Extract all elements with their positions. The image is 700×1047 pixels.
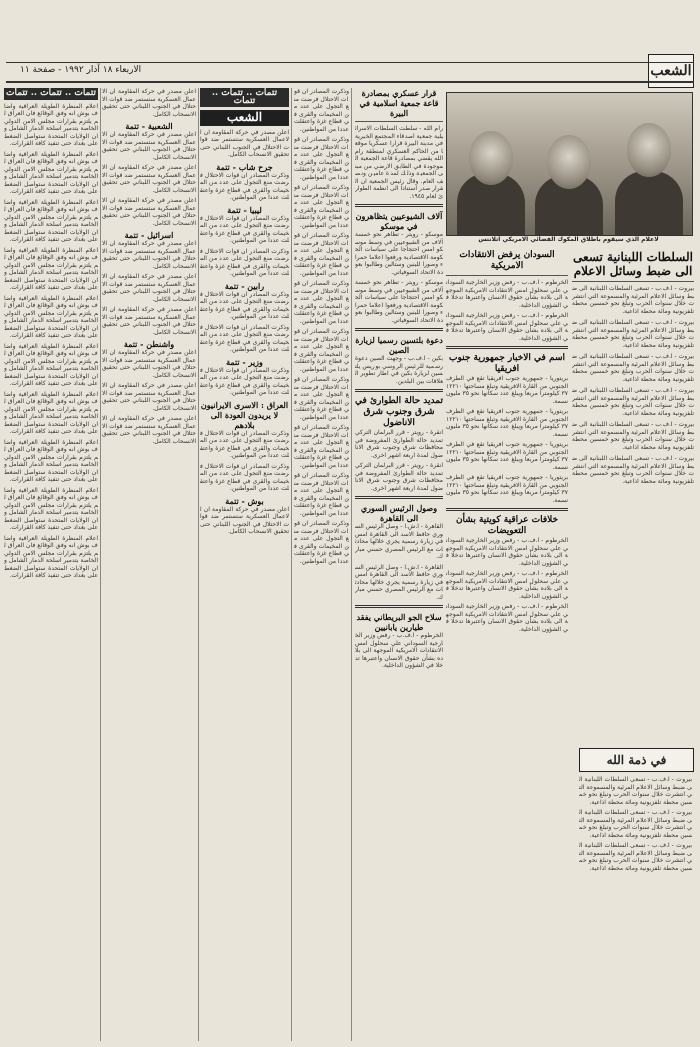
article-left-body-more: اعلام المنظرة الطويلة العراقية واضاف بوش انه وفق الوقائع فان العراق لم يلتزم بقرارات مجلس الامن الدولي الخاصة بتدمير اسلحة الدمار الشامل وان الولايات المتحدة ستواصل الضغط على بغداد حتى تنفيذ كافة القرارات.: [4, 198, 98, 243]
article-minister-body: وذكرت المصادر ان قوات الاحتلال فرضت منع التجول على عدد من المخيمات والقرى في قطاع غزة واعتقلت عددا من المواطنين.: [200, 366, 289, 396]
headline-iraq-kuwait: خلافات عراقية كويتية بشأن التعويضات: [455, 515, 559, 536]
obituary-box-title: في ذمة الله: [579, 748, 694, 772]
column-continued-a: [294, 88, 349, 1041]
article-turkey-body-more: انقرة - رويتر - قرر البرلمان التركي تمديد حالة الطوارئ المفروضة في محافظات شرق وجنوب شرق الاناضول لمدة اربعة اشهر اخرى.: [355, 462, 443, 492]
headline-libya-continued: ليبيا - تتمة: [227, 204, 262, 215]
article-lebanon-body: بيروت - ا.ف.ب - تسعى السلطات اللبنانية الى ضبط وسائل الاعلام المرئية والمسموعة التي انتشرت خلال سنوات الحرب وتبلغ نحو خمسين محطة تلفزيونية ومائة محطة اذاعية.: [572, 285, 694, 315]
article-lebanon-body-more: بيروت - ا.ف.ب - تسعى السلطات اللبنانية الى ضبط وسائل الاعلام المرئية والمسموعة التي انتشرت خلال سنوات الحرب وتبلغ نحو خمسين محطة تلفزيونية ومائة محطة اذاعية.: [572, 387, 694, 417]
article-israel-body-more: اعلن مصدر في حركة المقاومة ان الاعمال العسكرية ستستمر ضد قوات الاحتلال في الجنوب اللبناني حتى تحقيق الانسحاب الكامل.: [102, 306, 196, 336]
sha-ab-box: الشعب: [200, 110, 289, 126]
article-libya-body-more: وذكرت المصادر ان قوات الاحتلال فرضت منع التجول على عدد من المخيمات والقرى في قطاع غزة واعتقلت عددا من المواطنين.: [200, 247, 289, 277]
article-continued-b-body: اعلن مصدر في حركة المقاومة ان الاعمال العسكرية ستستمر ضد قوات الاحتلال في الجنوب اللبناني حتى تحقيق الانسحاب الكامل.: [200, 128, 289, 158]
divider: [355, 328, 443, 331]
article-left-body-more: اعلام المنظرة الطويلة العراقية واضاف بوش انه وفق الوقائع فان العراق لم يلتزم بقرارات مجلس الامن الدولي الخاصة بتدمير اسلحة الدمار الشامل وان الولايات المتحدة ستواصل الضغط على بغداد حتى تنفيذ كافة القرارات.: [4, 486, 98, 531]
headline-israel-continued: اسرائيل - تتمة: [124, 230, 174, 240]
article-washington-body-more: اعلن مصدر في حركة المقاومة ان الاعمال العسكرية ستستمر ضد قوات الاحتلال في الجنوب اللبناني حتى تحقيق الانسحاب الكامل.: [102, 415, 196, 445]
article-moscow-body-more: موسكو - رويتر - تظاهر نحو خمسة آلاف من الشيوعيين في وسط موسكو امس احتجاجا على سياسات الحكومة الاقتصادية ورفعوا اعلاما حمراء وصورا للينين وستالين وطالبوا بعودة الاتحاد السوفياتي.: [355, 279, 443, 324]
column-sudan: [446, 250, 568, 1041]
headline-lebanon-media: السلطات اللبنانية تسعى الى ضبط وسائل الاعلام: [573, 250, 693, 278]
article-lebanon-body-more: بيروت - ا.ف.ب - تسعى السلطات اللبنانية الى ضبط وسائل الاعلام المرئية والمسموعة التي انتشرت خلال سنوات الحرب وتبلغ نحو خمسين محطة تلفزيونية ومائة محطة اذاعية.: [572, 353, 694, 383]
article-continued-body: وذكرت المصادر ان قوات الاحتلال فرضت منع التجول على عدد من المخيمات والقرى في قطاع غزة واعتقلت عددا من المواطنين.: [294, 472, 349, 517]
headline-minister-continued: وزير - تتمة: [226, 356, 263, 367]
headline-turkey-emergency: تمديد حالة الطوارئ في شرق وجنوب شرق الاناضول: [355, 396, 443, 428]
date-line: الاربعاء ١٨ آذار ١٩٩٢ - صفحة ١١: [20, 65, 142, 75]
article-popular-body-more: اعلن مصدر في حركة المقاومة ان الاعمال العسكرية ستستمر ضد قوات الاحتلال في الجنوب اللبناني حتى تحقيق الانسحاب الكامل.: [102, 164, 196, 194]
astronauts-photo: [446, 92, 693, 236]
article-iraq-kuwait-body: الخرطوم - ا.ف.ب - رفض وزير الخارجية السوداني علي سحلول امس الانتقادات الامريكية الموجهة الى بلاده بشأن حقوق الانسان واعتبرها تدخلا في الشؤون الداخلية.: [446, 537, 568, 567]
article-left-body-more: اعلام المنظرة الطويلة العراقية واضاف بوش انه وفق الوقائع فان العراق لم يلتزم بقرارات مجلس الامن الدولي الخاصة بتدمير اسلحة الدمار الشامل وان الولايات المتحدة ستواصل الضغط على بغداد حتى تنفيذ كافة القرارات.: [4, 390, 98, 435]
article-lebanon-body-more: بيروت - ا.ف.ب - تسعى السلطات اللبنانية الى ضبط وسائل الاعلام المرئية والمسموعة التي انتشرت خلال سنوات الحرب وتبلغ نحو خمسين محطة تلفزيونية ومائة محطة اذاعية.: [572, 455, 694, 485]
headline-youth-injured: جرح شاب - تتمة: [216, 161, 273, 172]
photo-caption: لاعلام الذي سيقوم باطلاق المكوك الفضائي الامريكي اتلانتس: [478, 236, 659, 243]
article-popular-body: اعلن مصدر في حركة المقاومة ان الاعمال العسكرية ستستمر ضد قوات الاحتلال في الجنوب اللبناني حتى تحقيق الانسحاب الكامل.: [102, 131, 196, 161]
headline-yeltsin-china: دعوة بلتسين رسميا لزيارة الصين: [355, 335, 443, 355]
article-rabin-body-more: وذكرت المصادر ان قوات الاحتلال فرضت منع التجول على عدد من المخيمات والقرى في قطاع غزة واعتقلت عددا من المواطنين.: [200, 323, 289, 353]
article-washington-body: اعلن مصدر في حركة المقاومة ان الاعمال العسكرية ستستمر ضد قوات الاحتلال في الجنوب اللبناني حتى تحقيق الانسحاب الكامل.: [102, 349, 196, 379]
figure-face-right: [627, 123, 671, 177]
article-continued-body: وذكرت المصادر ان قوات الاحتلال فرضت منع التجول على عدد من المخيمات والقرى في قطاع غزة واعتقلت عددا من المواطنين.: [294, 376, 349, 421]
article-left-body-more: اعلام المنظرة الطويلة العراقية واضاف بوش انه وفق الوقائع فان العراق لم يلتزم بقرارات مجلس الامن الدولي الخاصة بتدمير اسلحة الدمار الشامل وان الولايات المتحدة ستواصل الضغط على بغداد حتى تنفيذ كافة القرارات.: [4, 438, 98, 483]
divider: [355, 121, 443, 122]
article-left-body-more: اعلام المنظرة الطويلة العراقية واضاف بوش انه وفق الوقائع فان العراق لم يلتزم بقرارات مجلس الامن الدولي الخاصة بتدمير اسلحة الدمار الشامل وان الولايات المتحدة ستواصل الضغط على بغداد حتى تنفيذ كافة القرارات.: [4, 246, 98, 291]
obituary-text: بيروت - ا.ف.ب - تسعى السلطات اللبنانية الى ضبط وسائل الاعلام المرئية والمسموعة التي انتشرت خلال سنوات الحرب وتبلغ نحو خمسين محطة تلفزيونية ومائة محطة اذاعية.: [579, 842, 692, 872]
divider: [446, 508, 568, 511]
headline-bush-continued: بوش - تتمة: [225, 495, 264, 506]
divider: [572, 281, 694, 282]
headline-raf-pilots: سلاح الجو البريطاني يفقد طيارين يابانيين: [356, 612, 442, 632]
article-south-africa-body-more: بريتوريا - جمهورية جنوب افريقيا تقع في الطرف الجنوبي من القارة الافريقية وتبلغ مساحتها ١٢٢١٠٣٧ كيلومترا مربعا ويبلغ عدد سكانها نحو ٣٥ مليون نسمة.: [446, 408, 568, 438]
article-continued-body: وذكرت المصادر ان قوات الاحتلال فرضت منع التجول على عدد من المخيمات والقرى في قطاع غزة واعتقلت عددا من المواطنين.: [294, 136, 349, 181]
article-israel-body-more: اعلن مصدر في حركة المقاومة ان الاعمال العسكرية ستستمر ضد قوات الاحتلال في الجنوب اللبناني حتى تحقيق الانسحاب الكامل.: [102, 273, 196, 303]
article-left-body-more: اعلام المنظرة الطويلة العراقية واضاف بوش انه وفق الوقائع فان العراق لم يلتزم بقرارات مجلس الامن الدولي الخاصة بتدمير اسلحة الدمار الشامل وان الولايات المتحدة ستواصل الضغط على بغداد حتى تنفيذ كافة القرارات.: [4, 342, 98, 387]
headline-washington-continued: واشنطن - تتمة: [123, 339, 175, 349]
divider: [446, 346, 568, 349]
article-popular-body-more: اعلن مصدر في حركة المقاومة ان الاعمال العسكرية ستستمر ضد قوات الاحتلال في الجنوب اللبناني حتى تحقيق الانسحاب الكامل.: [102, 197, 196, 227]
article-youth-body: وذكرت المصادر ان قوات الاحتلال فرضت منع التجول على عدد من المخيمات والقرى في قطاع غزة واعتقلت عددا من المواطنين.: [200, 171, 289, 201]
article-iraq-kuwait-body-more: الخرطوم - ا.ف.ب - رفض وزير الخارجية السوداني علي سحلول امس الانتقادات الامريكية الموجهة الى بلاده بشأن حقوق الانسان واعتبرها تدخلا في الشؤون الداخلية.: [446, 603, 568, 633]
article-lebanon-body-more: بيروت - ا.ف.ب - تسعى السلطات اللبنانية الى ضبط وسائل الاعلام المرئية والمسموعة التي انتشرت خلال سنوات الحرب وتبلغ نحو خمسين محطة تلفزيونية ومائة محطة اذاعية.: [572, 421, 694, 451]
column-separator: [351, 88, 352, 1041]
column-obituary: [579, 776, 692, 1041]
headline-sudan: السودان يرفض الانتقادات الامريكية: [459, 250, 555, 271]
divider: [355, 204, 443, 207]
article-south-africa-body-more: بريتوريا - جمهورية جنوب افريقيا تقع في الطرف الجنوبي من القارة الافريقية وتبلغ مساحتها ١٢٢١٠٣٧ كيلومترا مربعا ويبلغ عدد سكانها نحو ٣٥ مليون نسمة.: [446, 474, 568, 504]
article-continued-body: وذكرت المصادر ان قوات الاحتلال فرضت منع التجول على عدد من المخيمات والقرى في قطاع غزة واعتقلت عددا من المواطنين.: [294, 88, 349, 133]
figure-body-right: [615, 171, 683, 236]
article-iraq-prisoners-body: وذكرت المصادر ان قوات الاحتلال فرضت منع التجول على عدد من المخيمات والقرى في قطاع غزة واعتقلت عددا من المواطنين.: [200, 429, 289, 459]
column-continued-d: [102, 88, 196, 1041]
obituary-text: بيروت - ا.ف.ب - تسعى السلطات اللبنانية الى ضبط وسائل الاعلام المرئية والمسموعة التي انتشرت خلال سنوات الحرب وتبلغ نحو خمسين محطة تلفزيونية ومائة محطة اذاعية.: [579, 776, 692, 806]
article-continued-body: وذكرت المصادر ان قوات الاحتلال فرضت منع التجول على عدد من المخيمات والقرى في قطاع غزة واعتقلت عددا من المواطنين.: [294, 184, 349, 229]
headline-rabin-continued: رابين - تتمة: [224, 280, 265, 291]
article-sudan-body-more: الخرطوم - ا.ف.ب - رفض وزير الخارجية السوداني علي سحلول امس الانتقادات الامريكية الموجهة الى بلاده بشأن حقوق الانسان واعتبرها تدخلا في الشؤون الداخلية.: [446, 312, 568, 342]
headline-popular-continued: الشعبية - تتمة: [125, 121, 173, 131]
column-separator: [198, 88, 199, 1041]
article-turkey-body: انقرة - رويتر - قرر البرلمان التركي تمديد حالة الطوارئ المفروضة في محافظات شرق وجنوب شرق الاناضول لمدة اربعة اشهر اخرى.: [355, 429, 443, 459]
continued-banner-left: تتمات .. تتمات .. تتمات: [4, 88, 98, 100]
article-raf-body: الخرطوم - ا.ف.ب - رفض وزير الخارجية السوداني علي سحلول امس الانتقادات الامريكية الموجهة الى بلاده بشأن حقوق الانسان واعتبرها تدخلا في الشؤون الداخلية.: [355, 632, 443, 669]
article-syrian-body: القاهرة - ا.ش.ا - وصل الرئيس السوري حافظ الاسد الى القاهرة امس في زيارة رسمية يجري خلالها محادثات مع الرئيس المصري حسني مبارك.: [355, 523, 443, 560]
article-lebanon-body-more: بيروت - ا.ف.ب - تسعى السلطات اللبنانية الى ضبط وسائل الاعلام المرئية والمسموعة التي انتشرت خلال سنوات الحرب وتبلغ نحو خمسين محطة تلفزيونية ومائة محطة اذاعية.: [572, 319, 694, 349]
continued-banner: تتمات .. تتمات .. تتمات: [200, 88, 289, 107]
article-rabin-body: وذكرت المصادر ان قوات الاحتلال فرضت منع التجول على عدد من المخيمات والقرى في قطاع غزة واعتقلت عددا من المواطنين.: [200, 290, 289, 320]
article-bush-body: اعلن مصدر في حركة المقاومة ان الاعمال العسكرية ستستمر ضد قوات الاحتلال في الجنوب اللبناني حتى تحقيق الانسحاب الكامل.: [200, 505, 289, 535]
headline-iraq-prisoners: العراق : الاسرى الايرانيون لا يريدون العودة الى بلادهم: [200, 399, 289, 430]
article-syrian-body-more: القاهرة - ا.ش.ا - وصل الرئيس السوري حافظ الاسد الى القاهرة امس في زيارة رسمية يجري خلالها محادثات مع الرئيس المصري حسني مبارك.: [355, 563, 443, 601]
headline-south-africa: اسم في الاخبار جمهورية جنوب افريقيا: [448, 353, 565, 374]
figure-face-left: [469, 131, 513, 185]
column-separator: [100, 88, 101, 1041]
article-moscow-body: موسكو - رويتر - تظاهر نحو خمسة آلاف من الشيوعيين في وسط موسكو امس احتجاجا على سياسات الحكومة الاقتصادية ورفعوا اعلاما حمراء وصورا للينين وستالين وطالبوا بعودة الاتحاد السوفياتي.: [355, 231, 443, 276]
article-south-africa-body: بريتوريا - جمهورية جنوب افريقيا تقع في الطرف الجنوبي من القارة الافريقية وتبلغ مساحتها ١٢٢١٠٣٧ كيلومترا مربعا ويبلغ عدد سكانها نحو ٣٥ مليون نسمة.: [446, 375, 568, 405]
column-continued-b: [200, 88, 289, 1041]
article-continued-body: وذكرت المصادر ان قوات الاحتلال فرضت منع التجول على عدد من المخيمات والقرى في قطاع غزة واعتقلت عددا من المواطنين.: [294, 328, 349, 373]
divider: [446, 275, 568, 276]
article-col-d-body: اعلن مصدر في حركة المقاومة ان الاعمال العسكرية ستستمر ضد قوات الاحتلال في الجنوب اللبناني حتى تحقيق الانسحاب الكامل.: [102, 88, 196, 118]
article-bireh-body: رام الله - سلطت السلطات الاسرائيلية جمعية اصدقاء المجتمع الخيرية في مدينة البيرة قرارا عسكريا موقعا من الحاكم العسكري لمنطقة رام الله يقضي بمصادرة قاعة الجمعية الموجودة في الطابق الارضي من مبنى الجمعية وذلك لمدة عامين ونصف العام. وقال رئيس الجمعية ان القرار صدر استنادا الى انظمة الطوارئ لعام ١٩٤٥.: [355, 125, 443, 200]
article-continued-body: وذكرت المصادر ان قوات الاحتلال فرضت منع التجول على عدد من المخيمات والقرى في قطاع غزة واعتقلت عددا من المواطنين.: [294, 520, 349, 565]
divider: [355, 389, 443, 392]
divider: [355, 496, 443, 499]
headline-moscow-protest: آلاف الشيوعيين يتظاهرون في موسكو: [355, 211, 443, 231]
column-bireh: [355, 88, 443, 1041]
article-libya-body: وذكرت المصادر ان قوات الاحتلال فرضت منع التجول على عدد من المخيمات والقرى في قطاع غزة واعتقلت عددا من المواطنين.: [200, 214, 289, 244]
article-continued-body: وذكرت المصادر ان قوات الاحتلال فرضت منع التجول على عدد من المخيمات والقرى في قطاع غزة واعتقلت عددا من المواطنين.: [294, 424, 349, 469]
divider: [355, 605, 443, 608]
logo-text: الشعب: [650, 63, 692, 79]
article-washington-body-more: اعلن مصدر في حركة المقاومة ان الاعمال العسكرية ستستمر ضد قوات الاحتلال في الجنوب اللبناني حتى تحقيق الانسحاب الكامل.: [102, 382, 196, 412]
article-south-africa-body-more: بريتوريا - جمهورية جنوب افريقيا تقع في الطرف الجنوبي من القارة الافريقية وتبلغ مساحتها ١٢٢١٠٣٧ كيلومترا مربعا ويبلغ عدد سكانها نحو ٣٥ مليون نسمة.: [446, 441, 568, 471]
headline-bireh-hall: قرار عسكري بمصادرة قاعة جمعية اسلامية في البيرة: [359, 88, 439, 118]
article-continued-body: وذكرت المصادر ان قوات الاحتلال فرضت منع التجول على عدد من المخيمات والقرى في قطاع غزة واعتقلت عددا من المواطنين.: [294, 232, 349, 277]
obituary-text: بيروت - ا.ف.ب - تسعى السلطات اللبنانية الى ضبط وسائل الاعلام المرئية والمسموعة التي انتشرت خلال سنوات الحرب وتبلغ نحو خمسين محطة تلفزيونية ومائة محطة اذاعية.: [579, 809, 692, 839]
article-left-body-more: اعلام المنظرة الطويلة العراقية واضاف بوش انه وفق الوقائع فان العراق لم يلتزم بقرارات مجلس الامن الدولي الخاصة بتدمير اسلحة الدمار الشامل وان الولايات المتحدة ستواصل الضغط على بغداد حتى تنفيذ كافة القرارات.: [4, 294, 98, 339]
column-separator: [291, 88, 292, 1041]
figure-face-middle: [547, 135, 591, 189]
article-continued-body: وذكرت المصادر ان قوات الاحتلال فرضت منع التجول على عدد من المخيمات والقرى في قطاع غزة واعتقلت عددا من المواطنين.: [294, 280, 349, 325]
article-left-body-more: اعلام المنظرة الطويلة العراقية واضاف بوش انه وفق الوقائع فان العراق لم يلتزم بقرارات مجلس الامن الدولي الخاصة بتدمير اسلحة الدمار الشامل وان الولايات المتحدة ستواصل الضغط على بغداد حتى تنفيذ كافة القرارات.: [4, 534, 98, 579]
article-left-body-more: اعلام المنظرة الطويلة العراقية واضاف بوش انه وفق الوقائع فان العراق لم يلتزم بقرارات مجلس الامن الدولي الخاصة بتدمير اسلحة الدمار الشامل وان الولايات المتحدة ستواصل الضغط على بغداد حتى تنفيذ كافة القرارات.: [4, 150, 98, 195]
headline-syrian-president: وصول الرئيس السوري الى القاهرة: [360, 503, 438, 523]
article-sudan-body: الخرطوم - ا.ف.ب - رفض وزير الخارجية السوداني علي سحلول امس الانتقادات الامريكية الموجهة الى بلاده بشأن حقوق الانسان واعتبرها تدخلا في الشؤون الداخلية.: [446, 279, 568, 309]
article-left-body: اعلام المنظرة الطويلة العراقية واضاف بوش انه وفق الوقائع فان العراق لم يلتزم بقرارات مجلس الامن الدولي الخاصة بتدمير اسلحة الدمار الشامل وان الولايات المتحدة ستواصل الضغط على بغداد حتى تنفيذ كافة القرارات.: [4, 102, 98, 147]
article-iraq-prisoners-body-more: وذكرت المصادر ان قوات الاحتلال فرضت منع التجول على عدد من المخيمات والقرى في قطاع غزة واعتقلت عددا من المواطنين.: [200, 462, 289, 492]
column-continued-c: [4, 88, 98, 1041]
article-israel-body: اعلن مصدر في حركة المقاومة ان الاعمال العسكرية ستستمر ضد قوات الاحتلال في الجنوب اللبناني حتى تحقيق الانسحاب الكامل.: [102, 240, 196, 270]
article-yeltsin-body: بكين - ا.ف.ب - وجهت الصين دعوة رسمية للرئيس الروسي بوريس يلتسين لزيارة بكين في اطار تطوير العلاقات بين البلدين.: [355, 355, 443, 385]
article-iraq-kuwait-body-more: الخرطوم - ا.ف.ب - رفض وزير الخارجية السوداني علي سحلول امس الانتقادات الامريكية الموجهة الى بلاده بشأن حقوق الانسان واعتبرها تدخلا في الشؤون الداخلية.: [446, 570, 568, 600]
